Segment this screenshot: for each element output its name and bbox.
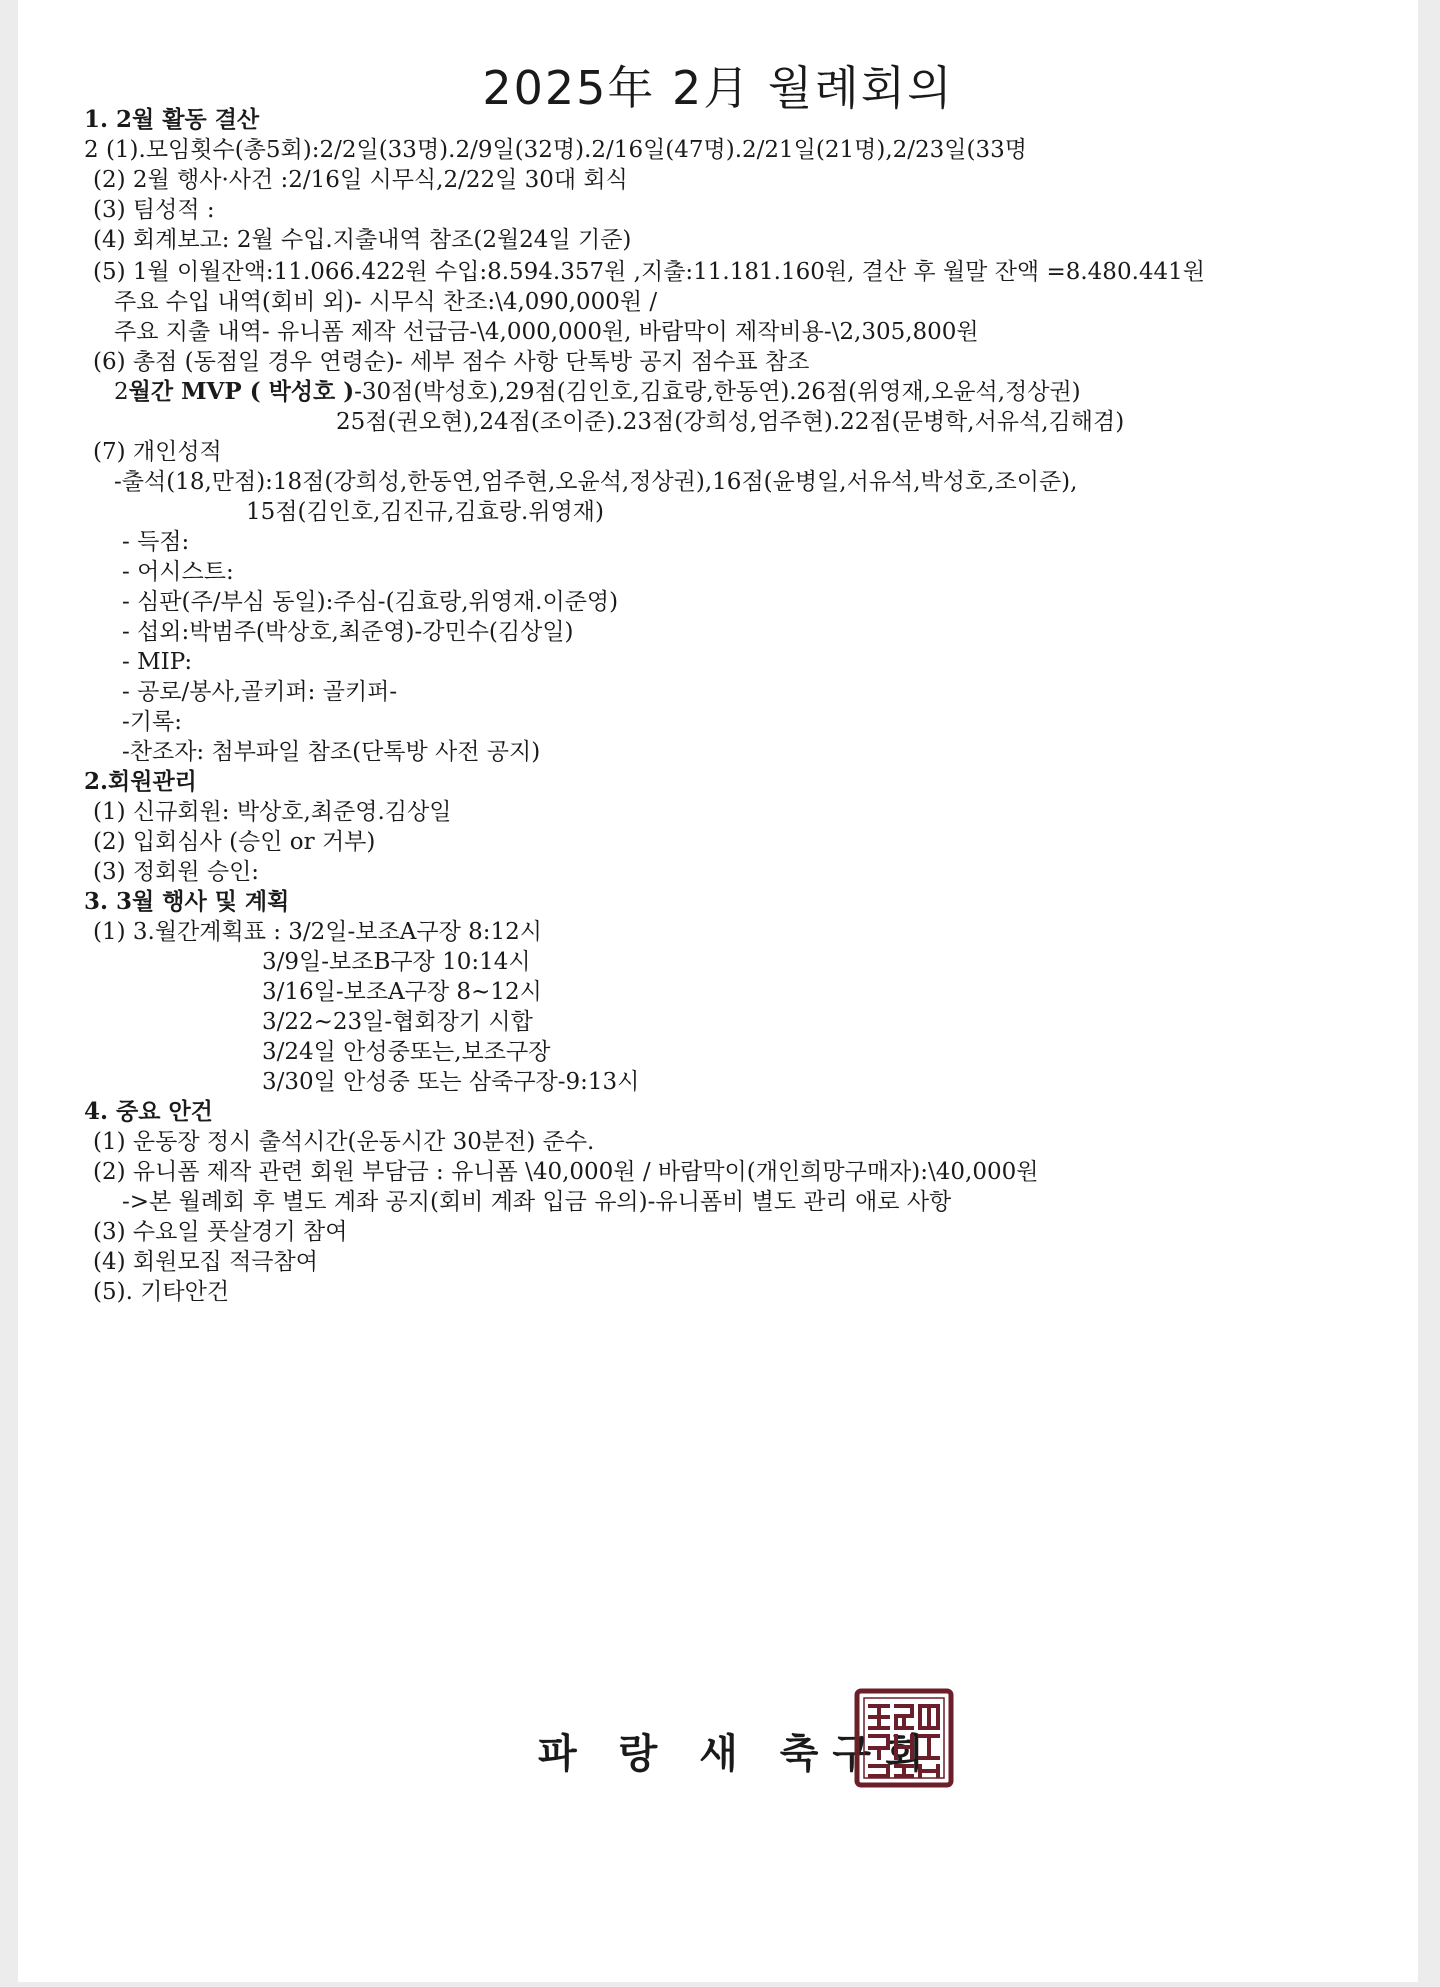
text-line: -출석(18,만점):18점(강희성,한동연,엄주현,오윤석,정상권),16점(윤병일,서유석,박성호,조이준), [114, 469, 1078, 495]
text-line: (2) 입회심사 (승인 or 거부) [93, 829, 376, 855]
section-heading-3: 3. 3월 행사 및 계획 [84, 888, 290, 915]
text-line: 25점(권오현),24점(조이준).23점(강희성,엄주현).22점(문병학,서유석,김해겸) [336, 409, 1125, 435]
club-name: 파 랑 새 축구회 [538, 1731, 938, 1777]
text-line: 3/16일-보조A구장 8~12시 [262, 979, 542, 1005]
text-line: - MIP: [122, 649, 193, 675]
text-line: (5). 기타안건 [93, 1279, 230, 1305]
text-line: 3/30일 안성중 또는 삼죽구장-9:13시 [262, 1069, 640, 1095]
text-line: (3) 정회원 승인: [93, 859, 260, 885]
section-heading-4: 4. 중요 안건 [84, 1098, 213, 1125]
text-line: (3) 수요일 풋살경기 참여 [93, 1219, 348, 1245]
document-page [18, 0, 1418, 1982]
section-heading-1: 1. 2월 활동 결산 [84, 106, 260, 133]
text-line: (7) 개인성적 [93, 439, 222, 465]
text-line: 15점(김인호,김진규,김효랑.위영재) [246, 499, 604, 525]
text-line: - 공로/봉사,골키퍼: 골키퍼- [122, 679, 398, 705]
text-line: - 섭외:박범주(박상호,최준영)-강민수(김상일) [122, 619, 574, 645]
text-line: 주요 지출 내역- 유니폼 제작 선급금-\4,000,000원, 바람막이 제작비용-\2,305,800원 [114, 319, 979, 345]
text-line: (1) 신규회원: 박상호,최준영.김상일 [93, 799, 452, 825]
text-line: 2 (1).모임횟수(총5회):2/2일(33명).2/9일(32명).2/16일(47명).2/21일(21명),2/23일(33명 [84, 137, 1027, 163]
section-heading-2: 2.회원관리 [84, 768, 197, 795]
text-line: -기록: [122, 709, 182, 735]
club-seal-icon [854, 1688, 954, 1788]
text-line: (6) 총점 (동점일 경우 연령순)- 세부 점수 사항 단톡방 공지 점수표 참조 [93, 349, 810, 375]
mvp-scores: -30점(박성호),29점(김인호,김효랑,한동연).26점(위영재,오윤석,정상권) [354, 379, 1081, 405]
text-line: ->본 월례회 후 별도 계좌 공지(회비 계좌 입금 유의)-유니폼비 별도 관리 애로 사항 [122, 1189, 952, 1215]
text-line: (5) 1월 이월잔액:11.066.422원 수입:8.594.357원 ,지출:11.181.160원, 결산 후 월말 잔액 =8.480.441원 [93, 259, 1206, 285]
text-line: 3/24일 안성중또는,보조구장 [262, 1039, 551, 1065]
text-line: - 어시스트: [122, 559, 234, 585]
mvp-prefix: 2 [114, 379, 129, 405]
text-line: 3/9일-보조B구장 10:14시 [262, 949, 531, 975]
text-line: - 득점: [122, 529, 190, 555]
mvp-label: 월간 MVP ( 박성호 ) [128, 378, 355, 405]
text-line: (2) 유니폼 제작 관련 회원 부담금 : 유니폼 \40,000원 / 바람막이(개인희망구매자):\40,000원 [93, 1159, 1039, 1185]
text-line: -찬조자: 첨부파일 참조(단톡방 사전 공지) [122, 739, 541, 765]
text-line: (1) 3.월간계획표 : 3/2일-보조A구장 8:12시 [93, 919, 542, 945]
text-line: (4) 회계보고: 2월 수입.지출내역 참조(2월24일 기준) [93, 227, 632, 253]
text-line: (1) 운동장 정시 출석시간(운동시간 30분전) 준수. [93, 1129, 595, 1155]
text-line: (3) 팀성적 : [93, 197, 215, 223]
text-line: (4) 회원모집 적극참여 [93, 1249, 318, 1275]
mvp-line [114, 378, 1081, 406]
text-line: - 심판(주/부심 동일):주심-(김효랑,위영재.이준영) [122, 589, 619, 615]
text-line: (2) 2월 행사·사건 :2/16일 시무식,2/22일 30대 회식 [93, 167, 628, 193]
text-line: 주요 수입 내역(회비 외)- 시무식 찬조:\4,090,000원 / [114, 289, 658, 315]
text-line: 3/22~23일-협회장기 시합 [262, 1009, 533, 1035]
page-title: 2025年 2月 월례회의 [482, 61, 954, 115]
